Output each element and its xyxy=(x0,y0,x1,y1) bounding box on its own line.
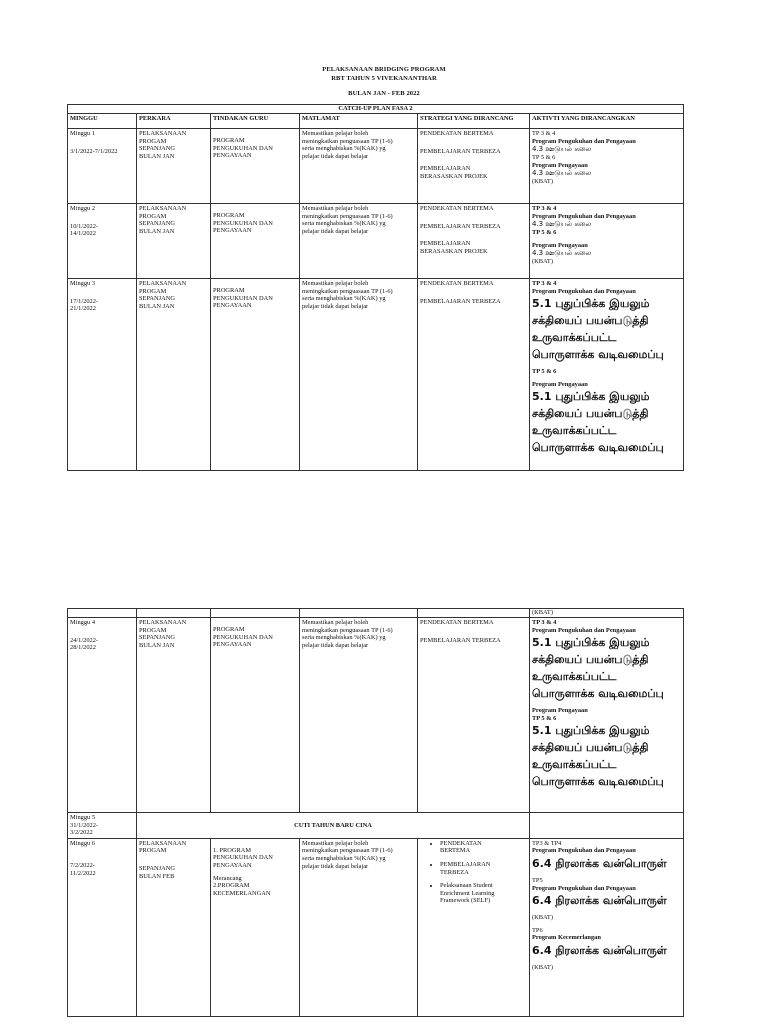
tp-label: TP 3 & 4 xyxy=(532,619,557,626)
perkara-line: PELAKSANAAN xyxy=(139,130,187,137)
program-label: Program Pengayaan xyxy=(532,241,588,249)
tindakan-line: PENGUKUHAN DAN xyxy=(213,854,273,862)
table-caption: CATCH-UP PLAN FASA 2 xyxy=(68,105,684,114)
week-date: 3/2/2022 xyxy=(70,829,93,837)
list-item xyxy=(440,840,527,855)
program-label: Program Pengukuhan dan Pengayaan xyxy=(532,626,636,634)
activity-topic: 5.1 புதுப்பிக்க இயலும் xyxy=(532,636,650,650)
week-date: 21/1/2022 xyxy=(70,305,96,313)
strategi-bertema: PENDEKATAN BERTEMA xyxy=(420,205,494,212)
col-header-perkara: PERKARA xyxy=(137,114,211,129)
matlamat-line: serta menghabiskan %(KAK) yg xyxy=(302,854,386,862)
tindakan-line: PROGRAM xyxy=(213,626,245,633)
activity-topic: 5.1 புதுப்பிக்க இயலும் xyxy=(532,297,650,311)
perkara-line: SEPANJANG xyxy=(139,145,175,153)
list-item xyxy=(440,882,527,905)
week-date: 10/1/2022- xyxy=(70,222,99,230)
week-label: Minggu 3 xyxy=(70,280,96,287)
perkara-line: SEPANJANG xyxy=(139,220,175,228)
week-date: 11/2/2022 xyxy=(70,869,96,877)
perkara-line: SEPANJANG xyxy=(139,864,175,872)
activity-topic: 4.3 ஊடுயல் கலை xyxy=(532,220,592,229)
catch-up-plan-table-page2 xyxy=(67,608,684,1017)
perkara-line: PELAKSANAAN xyxy=(139,839,187,847)
table-row xyxy=(68,813,684,839)
matlamat-line: serta menghabiskan %(KAK) yg xyxy=(302,634,386,642)
strategi-terbeza: PEMBELAJARAN TERBEZA xyxy=(420,297,501,305)
perkara-line: PROGAM xyxy=(139,137,167,145)
matlamat-line: serta menghabiskan %(KAK) yg xyxy=(302,295,386,303)
matlamat-line: meningkatkan penguasaan TP (1-6) xyxy=(302,847,393,855)
activity-topic: 4.3 ஊடுயல் கலை xyxy=(532,249,592,258)
table-row xyxy=(68,279,684,471)
program-label: Program Pengayaan xyxy=(532,380,588,388)
col-header-strategi: STRATEGI YANG DIRANCANG xyxy=(418,114,530,129)
matlamat-line: meningkatkan penguasaan TP (1-6) xyxy=(302,626,393,634)
tp-label: TP 3 & 4 xyxy=(532,205,557,212)
tindakan-line: KECEMERLANGAN xyxy=(213,889,271,897)
activity-topic: 4.3 ஊடுயல் கலை xyxy=(532,169,592,178)
tindakan-line: PENGUKUHAN DAN xyxy=(213,633,273,641)
perkara-line: PROGAM xyxy=(139,287,167,295)
col-header-minggu: MINGGU xyxy=(68,114,137,129)
strategi-terbeza: PEMBELAJARAN TERBEZA xyxy=(420,636,501,644)
matlamat-line: Memastikan pelajar boleh xyxy=(302,280,369,287)
activity-topic: பொருளாக்க வடிவமைப்பு xyxy=(532,348,664,362)
perkara-line: PELAKSANAAN xyxy=(139,280,187,287)
matlamat-line: pelajar tidak dapat belajar xyxy=(302,227,369,235)
matlamat-line: Memastikan pelajar boleh xyxy=(302,839,369,847)
strategy-text: TERBEZA xyxy=(440,868,469,876)
matlamat-line: serta menghabiskan %(KAK) yg xyxy=(302,145,386,153)
week-date: 3/1/2022-7/1/2022 xyxy=(70,147,118,155)
program-label: Program Pengukuhan dan Pengayaan xyxy=(532,287,636,295)
matlamat-line: pelajar tidak dapat belajar xyxy=(302,302,369,310)
week-label: Minggu 1 xyxy=(70,130,96,137)
week-label: Minggu 4 xyxy=(70,619,96,626)
perkara-line: BULAN JAN xyxy=(139,227,175,235)
week-date: 31/1/2022- xyxy=(70,821,99,829)
perkara-line: PROGAM xyxy=(139,626,167,634)
tindakan-line: PENGUKUHAN DAN xyxy=(213,294,273,302)
activity-topic: பொருளாக்க வடிவமைப்பு xyxy=(532,687,664,701)
strategi-bertema: PENDEKATAN BERTEMA xyxy=(420,619,494,626)
table-row xyxy=(68,204,684,279)
perkara-line: BULAN JAN xyxy=(139,152,175,160)
strategi-projek: PEMBELAJARAN xyxy=(420,165,471,173)
matlamat-line: meningkatkan penguasaan TP (1-6) xyxy=(302,287,393,295)
matlamat-line: Memastikan pelajar boleh xyxy=(302,619,369,626)
perkara-line: PROGAM xyxy=(139,847,167,855)
table-row xyxy=(68,838,684,1016)
matlamat-line: Memastikan pelajar boleh xyxy=(302,130,369,137)
perkara-line: BULAN JAN xyxy=(139,641,175,649)
matlamat-line: pelajar tidak dapat belajar xyxy=(302,862,369,870)
perkara-line: BULAN JAN xyxy=(139,302,175,310)
tindakan-line: Merancang xyxy=(213,874,242,882)
strategy-text: Enrichment Learning xyxy=(440,889,495,897)
week-label: Minggu 5 xyxy=(70,814,96,821)
tp-label: TP3 & TP4 xyxy=(532,839,562,847)
program-label: Program Pengayaan xyxy=(532,161,588,169)
strategi-terbeza: PEMBELAJARAN TERBEZA xyxy=(420,222,501,230)
activity-topic: உருவாக்கப்பட்ட xyxy=(532,331,617,345)
program-label: Program Kecemerlangan xyxy=(532,934,601,942)
doc-title-line3: BULAN JAN - FEB 2022 xyxy=(348,90,420,97)
kbat-label: (KBAT) xyxy=(530,609,684,618)
perkara-line: PELAKSANAAN xyxy=(139,205,187,212)
tp-label: TP 5 & 6 xyxy=(532,229,557,237)
kbat-label: (KBAT) xyxy=(532,914,553,922)
perkara-line: SEPANJANG xyxy=(139,295,175,303)
strategi-bertema: PENDEKATAN BERTEMA xyxy=(420,130,494,137)
matlamat-line: serta menghabiskan %(KAK) yg xyxy=(302,220,386,228)
strategy-text: BERTEMA xyxy=(440,847,471,855)
activity-topic: பொருளாக்க வடிவமைப்பு xyxy=(532,775,664,789)
tindakan-line: PENGUKUHAN DAN xyxy=(213,144,273,152)
tindakan-line: PROGRAM xyxy=(213,287,245,294)
activity-topic: சக்தியைப் பயன்படுத்தி xyxy=(532,741,649,755)
catch-up-plan-table-page1 xyxy=(67,104,684,471)
strategy-text: • PENDEKATAN xyxy=(440,839,482,847)
table-row xyxy=(68,618,684,813)
week-date: 17/1/2022- xyxy=(70,297,99,305)
tindakan-line: 1. PROGRAM xyxy=(213,846,251,854)
matlamat-line: Memastikan pelajar boleh xyxy=(302,205,369,212)
doc-title-line2: RBT TAHUN 5 VIVEKANANTHAR xyxy=(331,75,437,82)
strategi-projek: BERASASKAN PROJEK xyxy=(420,172,488,180)
tindakan-line: PENGAYAAN xyxy=(213,641,252,649)
tp-label: TP5 xyxy=(532,876,543,884)
tindakan-line: PENGAYAAN xyxy=(213,861,252,869)
tindakan-line: PROGRAM xyxy=(213,212,245,219)
tindakan-line: PENGAYAAN xyxy=(213,152,252,160)
week-date: 7/2/2022- xyxy=(70,862,95,870)
strategi-projek: PEMBELAJARAN xyxy=(420,240,471,248)
strategi-terbeza: PEMBELAJARAN TERBEZA xyxy=(420,147,501,155)
week-date: 28/1/2022 xyxy=(70,644,96,652)
tp-label: TP 3 & 4 xyxy=(532,280,557,287)
week-date: 14/1/2022 xyxy=(70,230,96,238)
strategy-list xyxy=(420,840,527,905)
activity-topic: 4.3 ஊடுயல் கலை xyxy=(532,145,592,154)
activity-topic: உருவாக்கப்பட்ட xyxy=(532,758,617,772)
strategy-text: Framework (SELF) xyxy=(440,897,491,905)
activity-topic: உருவாக்கப்பட்ட xyxy=(532,424,617,438)
program-label: Program Pengukuhan dan Pengayaan xyxy=(532,847,636,855)
activity-topic: 5.1 புதுப்பிக்க இயலும் xyxy=(532,724,650,738)
strategy-text: • Pelaksanaan Student xyxy=(440,882,493,890)
strategi-projek: BERASASKAN PROJEK xyxy=(420,247,488,255)
col-header-tindakan-guru: TINDAKAN GURU xyxy=(211,114,300,129)
tp-label: TP 3 & 4 xyxy=(532,130,556,137)
activity-topic: 5.1 புதுப்பிக்க இயலும் xyxy=(532,390,650,404)
tp-label: TP 5 & 6 xyxy=(532,154,556,162)
matlamat-line: meningkatkan penguasaan TP (1-6) xyxy=(302,137,393,145)
activity-topic: உருவாக்கப்பட்ட xyxy=(532,670,617,684)
activity-topic: சக்தியைப் பயன்படுத்தி xyxy=(532,314,649,328)
matlamat-line: meningkatkan penguasaan TP (1-6) xyxy=(302,212,393,220)
activity-topic: சக்தியைப் பயன்படுத்தி xyxy=(532,407,649,421)
tindakan-line: PENGAYAAN xyxy=(213,227,252,235)
doc-title-line1: PELAKSANAAN BRIDGING PROGRAM xyxy=(322,66,446,73)
tindakan-line: 2.PROGRAM xyxy=(213,882,250,890)
kbat-label: (KBAT) xyxy=(532,178,553,186)
perkara-line: PELAKSANAAN xyxy=(139,619,187,626)
activity-topic: 6.4 நிரலாக்க வன்பொருள் xyxy=(532,894,667,908)
program-label: Program Pengayaan xyxy=(532,707,588,715)
strategi-bertema: PENDEKATAN BERTEMA xyxy=(420,280,494,287)
perkara-line: PROGAM xyxy=(139,212,167,220)
matlamat-line: pelajar tidak dapat belajar xyxy=(302,152,369,160)
matlamat-line: pelajar tidak dapat belajar xyxy=(302,641,369,649)
holiday-note: CUTI TAHUN BARU CINA xyxy=(137,813,530,839)
activity-topic: பொருளாக்க வடிவமைப்பு xyxy=(532,441,664,455)
activity-topic: சக்தியைப் பயன்படுத்தி xyxy=(532,653,649,667)
program-label: Program Pengukuhan dan Pengayaan xyxy=(532,212,636,220)
week-label: Minggu 2 xyxy=(70,205,96,212)
kbat-label: (KBAT) xyxy=(532,258,553,266)
tindakan-line: PENGAYAAN xyxy=(213,302,252,310)
col-header-matlamat: MATLAMAT xyxy=(300,114,418,129)
tindakan-line: PENGUKUHAN DAN xyxy=(213,219,273,227)
perkara-line: SEPANJANG xyxy=(139,634,175,642)
tindakan-line: PROGRAM xyxy=(213,137,245,144)
list-item xyxy=(440,861,527,876)
perkara-line: BULAN FEB xyxy=(139,872,175,880)
tp-label: TP 5 & 6 xyxy=(532,714,557,722)
tp-label: TP 5 & 6 xyxy=(532,368,557,376)
program-label: Program Pengukuhan dan Pengayaan xyxy=(532,137,636,145)
program-label: Program Pengukuhan dan Pengayaan xyxy=(532,884,636,892)
activity-topic: 6.4 நிரலாக்க வன்பொருள் xyxy=(532,856,667,870)
tp-label: TP6 xyxy=(532,926,543,934)
week-label: Minggu 6 xyxy=(70,839,96,847)
table-row xyxy=(68,129,684,204)
strategy-text: • PEMBELAJARAN xyxy=(440,860,491,868)
col-header-aktiviti: AKTIVTI YANG DIRANCANGKAN xyxy=(530,114,684,129)
week-date: 24/1/2022- xyxy=(70,636,99,644)
kbat-label: (KBAT) xyxy=(532,963,553,971)
activity-topic: 6.4 நிரலாக்க வன்பொருள் xyxy=(532,943,667,957)
